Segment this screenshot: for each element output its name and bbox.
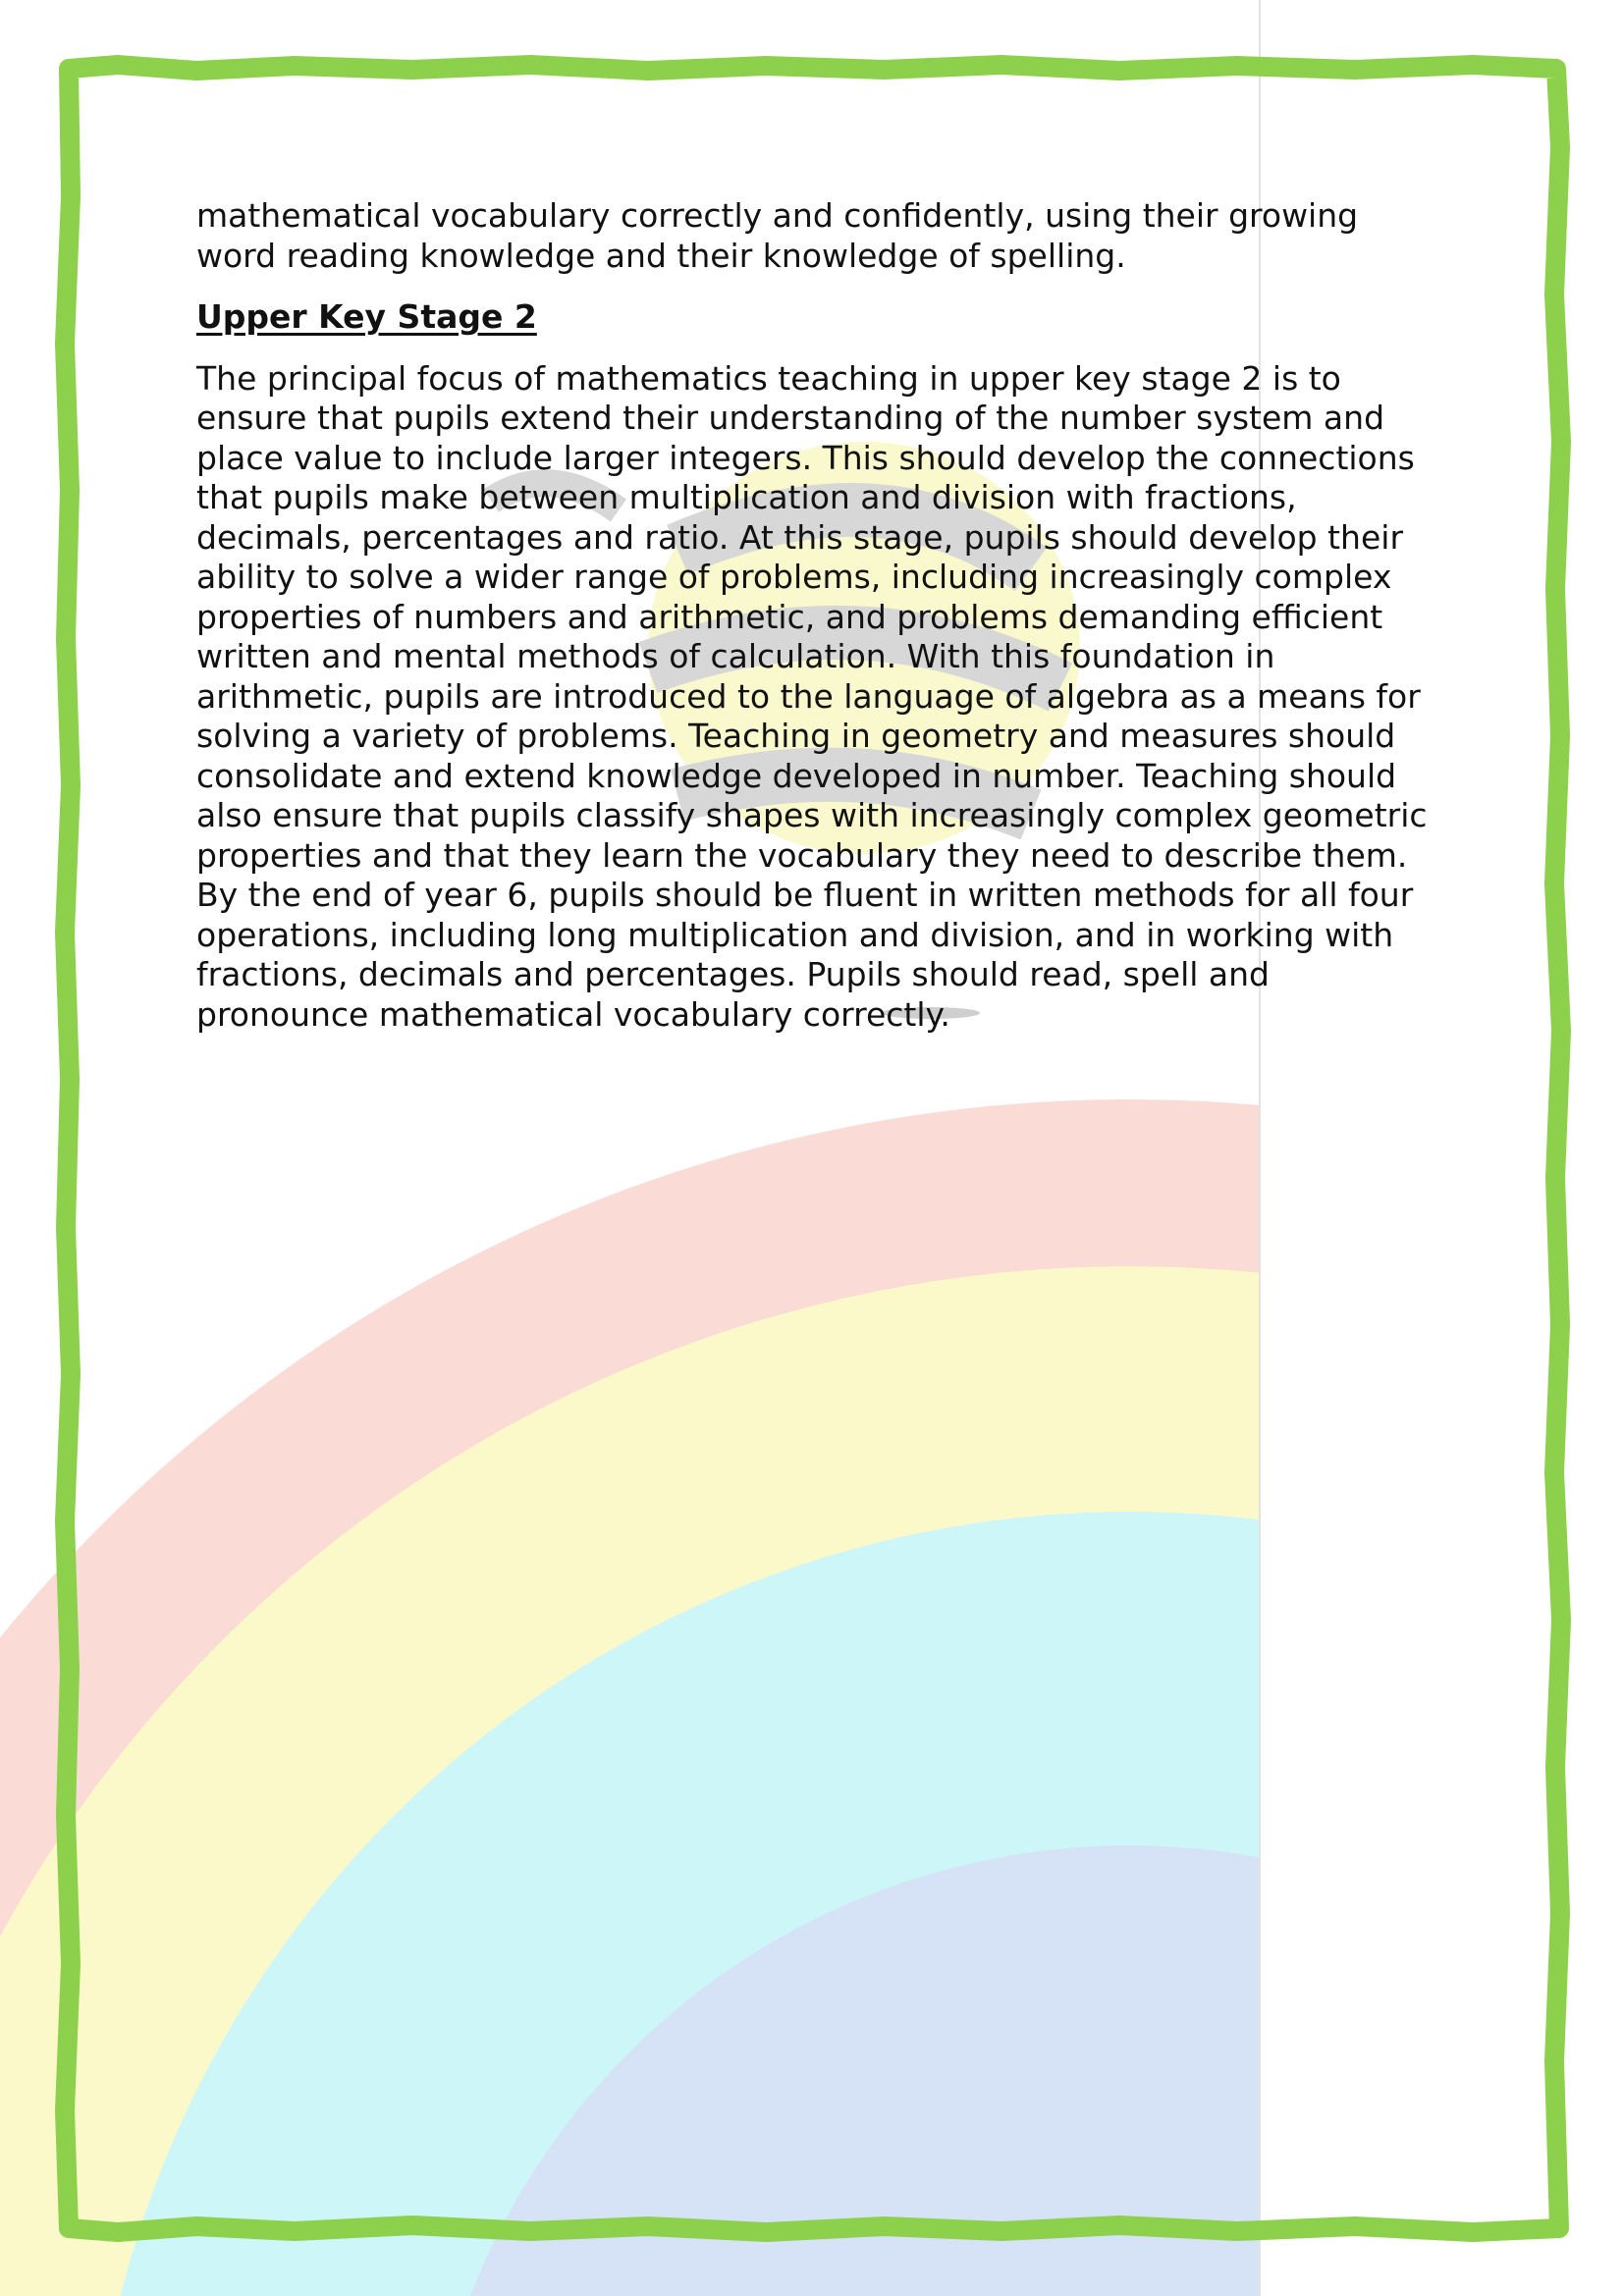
section-heading: Upper Key Stage 2 [196,297,537,336]
intro-paragraph: mathematical vocabulary correctly and confidently, using their growing word reading knowledge and their knowledge of spelling. [196,196,1359,275]
document-body [196,196,1443,1035]
section-paragraph: The principal focus of mathematics teaching in upper key stage 2 is to ensure that pupils extend their understanding of the number system and place value to include larger integers. This should develop the connections that pupils make between multiplication and division with fractions, decimals, percentages and ratio. At this stage, pupils should develop their ability to solve a wider range of problems, including increasingly complex properties of numbers and arithmetic, and problems demanding efficient written and mental methods of calculation. With this foundation in arithmetic, pupils are introduced to the language of algebra as a means for solving a variety of problems. Teaching in geometry and measures should consolidate and extend knowledge developed in number. Teaching should also ensure that pupils classify shapes with increasingly complex geometric properties and that they learn the vocabulary they need to describe them. By the end of year 6, pupils should be fluent in written methods for all four operations, including long multiplication and division, and in working with fractions, decimals and percentages. Pupils should read, spell and pronounce mathematical vocabulary correctly. [196,358,1428,1034]
